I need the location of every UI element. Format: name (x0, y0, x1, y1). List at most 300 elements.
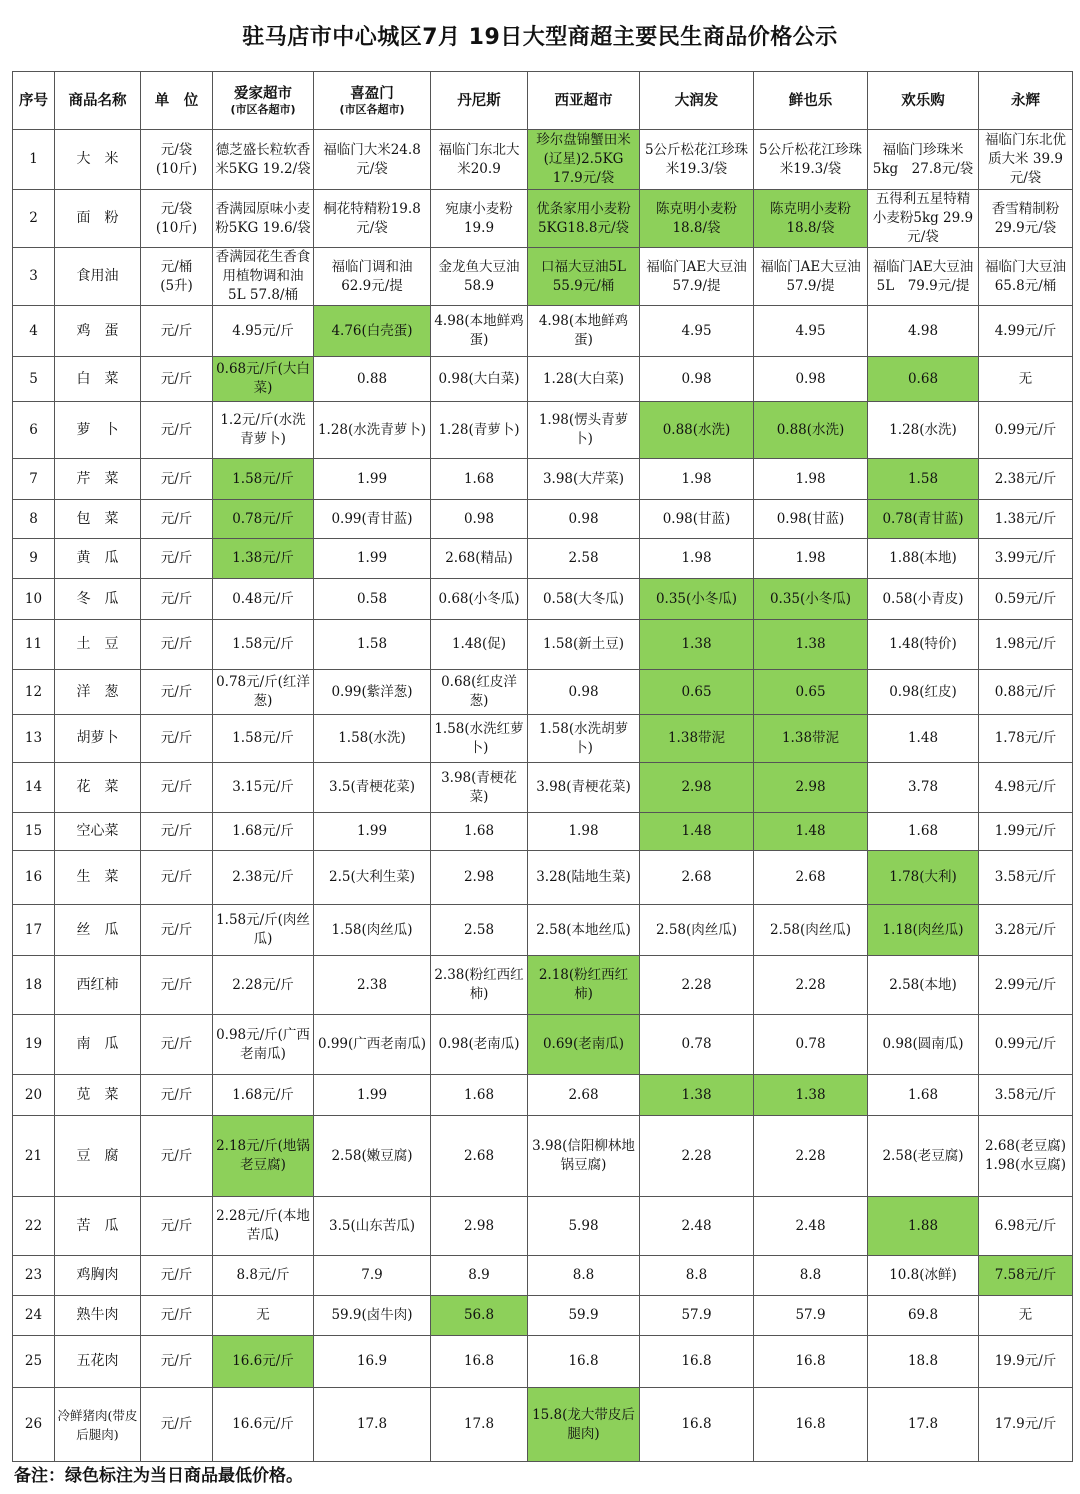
price-cell: 1.99 (314, 459, 431, 500)
unit-cell: 元/斤 (141, 813, 213, 851)
row-number: 7 (13, 459, 55, 500)
table-row (13, 715, 1073, 763)
price-cell: 4.98元/斤 (979, 763, 1073, 813)
price-cell: 5公斤松花江珍珠米19.3/袋 (754, 130, 868, 190)
price-cell: 4.98(本地鲜鸡蛋) (431, 306, 528, 357)
price-cell-lowest: 1.38元/斤 (213, 539, 314, 579)
column-header-label: 商品名称 (68, 92, 127, 109)
table-row (13, 1256, 1073, 1296)
unit-cell: 元/斤 (141, 1116, 213, 1197)
column-header-label: 喜盈门 (350, 86, 394, 102)
price-cell: 1.68元/斤 (213, 1075, 314, 1116)
price-cell: 1.68 (431, 1075, 528, 1116)
price-cell: 0.98元/斤(广西老南瓜) (213, 1015, 314, 1075)
price-cell: 18.8 (868, 1336, 979, 1388)
row-number: 4 (13, 306, 55, 357)
price-cell-lowest: 2.98 (640, 763, 754, 813)
table-row (13, 763, 1073, 813)
price-cell: 1.58(水洗) (314, 715, 431, 763)
price-cell: 1.99 (314, 813, 431, 851)
price-cell: 4.95元/斤 (213, 306, 314, 357)
unit-cell: 元/斤 (141, 905, 213, 956)
price-cell: 8.8 (754, 1256, 868, 1296)
product-name: 花 菜 (55, 763, 141, 813)
price-cell: 2.28 (640, 956, 754, 1015)
column-header-sublabel: (市区各超市) (230, 103, 296, 116)
column-header (55, 72, 141, 130)
price-cell: 1.48(促) (431, 620, 528, 670)
unit-cell: 元/斤 (141, 500, 213, 539)
product-name: 面 粉 (55, 190, 141, 248)
price-cell: 1.2元/斤(水洗青萝卜) (213, 402, 314, 459)
price-cell: 17.8 (314, 1388, 431, 1462)
unit-cell: 元/斤 (141, 1015, 213, 1075)
price-cell: 0.98 (754, 357, 868, 402)
row-number: 8 (13, 500, 55, 539)
row-number: 13 (13, 715, 55, 763)
price-cell: 1.28(青萝卜) (431, 402, 528, 459)
price-cell: 17.8 (868, 1388, 979, 1462)
column-header-label: 欢乐购 (901, 92, 945, 109)
price-cell-lowest: 0.88(水洗) (754, 402, 868, 459)
price-cell: 0.48元/斤 (213, 579, 314, 620)
table-row (13, 1015, 1073, 1075)
unit-cell: 元/斤 (141, 1388, 213, 1462)
price-cell: 1.68 (431, 813, 528, 851)
price-cell: 8.8 (640, 1256, 754, 1296)
price-cell: 1.48(特价) (868, 620, 979, 670)
price-cell-lowest: 1.38 (640, 620, 754, 670)
price-cell: 8.8元/斤 (213, 1256, 314, 1296)
price-cell: 3.28元/斤 (979, 905, 1073, 956)
price-cell-lowest: 0.69(老南瓜) (528, 1015, 640, 1075)
price-cell-lowest: 1.38 (640, 1075, 754, 1116)
table-row (13, 248, 1073, 306)
table-row (13, 1116, 1073, 1197)
price-cell-lowest: 陈克明小麦粉 18.8/袋 (640, 190, 754, 248)
price-cell: 1.58元/斤(肉丝瓜) (213, 905, 314, 956)
price-cell: 0.99(紫洋葱) (314, 670, 431, 715)
price-cell: 16.8 (640, 1336, 754, 1388)
row-number: 2 (13, 190, 55, 248)
price-cell: 1.98 (754, 539, 868, 579)
table-row (13, 1336, 1073, 1388)
price-cell: 1.58(水洗胡萝卜) (528, 715, 640, 763)
price-cell: 2.68(老豆腐) 1.98(水豆腐) (979, 1116, 1073, 1197)
price-cell: 1.98 (640, 459, 754, 500)
product-name: 冬 瓜 (55, 579, 141, 620)
price-cell-lowest: 0.78元/斤 (213, 500, 314, 539)
price-cell: 17.9元/斤 (979, 1388, 1073, 1462)
price-cell: 无 (979, 1296, 1073, 1336)
column-header-label: 单 位 (154, 92, 199, 109)
price-cell: 3.78 (868, 763, 979, 813)
price-cell: 0.58(小青皮) (868, 579, 979, 620)
price-cell-lowest: 2.18元/斤(地锅老豆腐) (213, 1116, 314, 1197)
price-cell: 0.59元/斤 (979, 579, 1073, 620)
price-cell: 3.99元/斤 (979, 539, 1073, 579)
unit-cell: 元/斤 (141, 459, 213, 500)
unit-cell: 元/斤 (141, 851, 213, 905)
column-header-label: 序号 (19, 92, 48, 109)
price-cell: 2.48 (640, 1197, 754, 1256)
price-cell: 3.98(大芹菜) (528, 459, 640, 500)
price-cell: 4.95 (640, 306, 754, 357)
price-table (12, 71, 1073, 1462)
price-cell: 2.38 (314, 956, 431, 1015)
price-cell: 香雪精制粉 29.9元/袋 (979, 190, 1073, 248)
row-number: 16 (13, 851, 55, 905)
price-cell: 1.98 (754, 459, 868, 500)
unit-cell: 元/斤 (141, 620, 213, 670)
product-name: 白 菜 (55, 357, 141, 402)
price-cell: 2.28 (754, 1116, 868, 1197)
price-cell: 0.88元/斤 (979, 670, 1073, 715)
price-cell: 4.98 (868, 306, 979, 357)
price-cell: 8.8 (528, 1256, 640, 1296)
price-cell: 10.8(冰鲜) (868, 1256, 979, 1296)
price-cell: 2.58(肉丝瓜) (640, 905, 754, 956)
price-cell-lowest: 1.38带泥 (754, 715, 868, 763)
price-cell: 0.98(甘蓝) (640, 500, 754, 539)
column-header (979, 72, 1073, 130)
price-cell-lowest: 1.48 (754, 813, 868, 851)
row-number: 21 (13, 1116, 55, 1197)
table-row (13, 1197, 1073, 1256)
price-cell: 1.68元/斤 (213, 813, 314, 851)
price-cell-lowest: 0.35(小冬瓜) (640, 579, 754, 620)
product-name: 胡萝卜 (55, 715, 141, 763)
column-header (141, 72, 213, 130)
price-cell: 0.78元/斤(红洋葱) (213, 670, 314, 715)
table-row (13, 670, 1073, 715)
price-cell: 2.98 (431, 1197, 528, 1256)
price-cell-lowest: 4.76(白壳蛋) (314, 306, 431, 357)
unit-cell: 元/斤 (141, 579, 213, 620)
table-row (13, 905, 1073, 956)
row-number: 10 (13, 579, 55, 620)
price-cell: 0.98(红皮) (868, 670, 979, 715)
price-cell: 香满园原味小麦粉5KG 19.6/袋 (213, 190, 314, 248)
price-cell: 59.9 (528, 1296, 640, 1336)
price-cell: 16.8 (640, 1388, 754, 1462)
table-row (13, 1075, 1073, 1116)
price-cell: 2.58(本地) (868, 956, 979, 1015)
price-cell-lowest: 1.58元/斤 (213, 459, 314, 500)
product-name: 西红柿 (55, 956, 141, 1015)
price-cell: 0.98(老南瓜) (431, 1015, 528, 1075)
table-row (13, 956, 1073, 1015)
price-cell: 0.78 (754, 1015, 868, 1075)
price-cell: 2.58(肉丝瓜) (754, 905, 868, 956)
price-cell: 4.95 (754, 306, 868, 357)
price-cell: 2.38元/斤 (979, 459, 1073, 500)
product-name: 空心菜 (55, 813, 141, 851)
price-cell: 1.99元/斤 (979, 813, 1073, 851)
price-cell: 4.99元/斤 (979, 306, 1073, 357)
unit-cell: 元/袋 (10斤) (141, 130, 213, 190)
price-cell: 0.58 (314, 579, 431, 620)
table-row (13, 500, 1073, 539)
table-row (13, 620, 1073, 670)
price-cell: 2.5(大利生菜) (314, 851, 431, 905)
price-cell: 16.8 (528, 1336, 640, 1388)
price-cell: 1.88(本地) (868, 539, 979, 579)
price-cell: 1.58 (314, 620, 431, 670)
row-number: 3 (13, 248, 55, 306)
price-cell: 2.68 (640, 851, 754, 905)
row-number: 9 (13, 539, 55, 579)
column-header (528, 72, 640, 130)
price-cell: 5公斤松花江珍珠米19.3/袋 (640, 130, 754, 190)
product-name: 黄 瓜 (55, 539, 141, 579)
price-cell: 16.8 (754, 1388, 868, 1462)
price-cell: 0.99元/斤 (979, 402, 1073, 459)
price-cell: 五得利五星特精小麦粉5kg 29.9元/袋 (868, 190, 979, 248)
table-row (13, 306, 1073, 357)
price-cell: 2.99元/斤 (979, 956, 1073, 1015)
table-row (13, 357, 1073, 402)
price-cell: 17.8 (431, 1388, 528, 1462)
product-name: 鸡胸肉 (55, 1256, 141, 1296)
table-row (13, 1296, 1073, 1336)
price-cell-lowest: 1.88 (868, 1197, 979, 1256)
product-name: 苦 瓜 (55, 1197, 141, 1256)
price-cell: 2.68(精品) (431, 539, 528, 579)
price-cell: 0.78 (640, 1015, 754, 1075)
column-header-label: 爱家超市 (234, 86, 292, 102)
row-number: 20 (13, 1075, 55, 1116)
price-cell: 2.68 (754, 851, 868, 905)
price-cell: 1.68 (868, 1075, 979, 1116)
price-cell: 2.58 (431, 905, 528, 956)
price-cell: 0.98 (640, 357, 754, 402)
price-cell-lowest: 珍尔盘锦蟹田米(辽星)2.5KG 17.9元/袋 (528, 130, 640, 190)
column-header-label: 大润发 (674, 92, 719, 109)
column-header (868, 72, 979, 130)
row-number: 6 (13, 402, 55, 459)
price-cell: 0.98(大白菜) (431, 357, 528, 402)
price-cell: 桐花特精粉19.8元/袋 (314, 190, 431, 248)
price-cell: 0.98 (528, 500, 640, 539)
price-cell: 2.38元/斤 (213, 851, 314, 905)
product-name: 五花肉 (55, 1336, 141, 1388)
page-title: 驻马店市中心城区7月 19日大型商超主要民生商品价格公示 (242, 24, 838, 50)
price-cell: 57.9 (754, 1296, 868, 1336)
price-cell: 2.68 (528, 1075, 640, 1116)
price-cell: 57.9 (640, 1296, 754, 1336)
product-name: 苋 菜 (55, 1075, 141, 1116)
row-number: 18 (13, 956, 55, 1015)
price-cell: 香满园花生香食用植物调和油5L 57.8/桶 (213, 248, 314, 306)
price-cell: 0.98 (528, 670, 640, 715)
price-cell-lowest: 56.8 (431, 1296, 528, 1336)
price-cell: 0.68(小冬瓜) (431, 579, 528, 620)
table-row (13, 130, 1073, 190)
product-name: 洋 葱 (55, 670, 141, 715)
price-cell: 0.98(圆南瓜) (868, 1015, 979, 1075)
price-cell-lowest: 1.38 (754, 1075, 868, 1116)
unit-cell: 元/袋 (10斤) (141, 190, 213, 248)
price-cell-lowest: 0.65 (640, 670, 754, 715)
unit-cell: 元/斤 (141, 1296, 213, 1336)
product-name: 生 菜 (55, 851, 141, 905)
price-cell: 1.38元/斤 (979, 500, 1073, 539)
price-cell: 16.8 (431, 1336, 528, 1388)
price-cell: 1.58(新土豆) (528, 620, 640, 670)
row-number: 17 (13, 905, 55, 956)
price-cell: 6.98元/斤 (979, 1197, 1073, 1256)
price-cell: 1.98(愣头青萝卜) (528, 402, 640, 459)
price-cell: 0.99(青甘蓝) (314, 500, 431, 539)
product-name: 鸡 蛋 (55, 306, 141, 357)
unit-cell: 元/斤 (141, 306, 213, 357)
price-cell: 宛康小麦粉 19.9 (431, 190, 528, 248)
price-cell: 福临门大米24.8元/袋 (314, 130, 431, 190)
price-cell-lowest: 15.8(龙大带皮后腿肉) (528, 1388, 640, 1462)
price-cell: 5.98 (528, 1197, 640, 1256)
product-name: 食用油 (55, 248, 141, 306)
table-row (13, 579, 1073, 620)
column-header (213, 72, 314, 130)
table-row (13, 459, 1073, 500)
price-cell-lowest: 1.38带泥 (640, 715, 754, 763)
product-name: 丝 瓜 (55, 905, 141, 956)
price-cell: 福临门AE大豆油57.9/提 (754, 248, 868, 306)
price-cell-lowest: 0.88(水洗) (640, 402, 754, 459)
price-cell: 1.68 (868, 813, 979, 851)
price-cell-lowest: 1.18(肉丝瓜) (868, 905, 979, 956)
row-number: 1 (13, 130, 55, 190)
column-header (13, 72, 55, 130)
price-cell: 1.78元/斤 (979, 715, 1073, 763)
unit-cell: 元/桶 (5升) (141, 248, 213, 306)
price-cell-lowest: 0.68元/斤(大白菜) (213, 357, 314, 402)
price-cell: 无 (213, 1296, 314, 1336)
price-cell: 3.58元/斤 (979, 851, 1073, 905)
column-header (431, 72, 528, 130)
table-row (13, 190, 1073, 248)
price-cell: 2.58(老豆腐) (868, 1116, 979, 1197)
row-number: 15 (13, 813, 55, 851)
price-cell-lowest: 1.38 (754, 620, 868, 670)
column-header-sublabel: (市区各超市) (339, 103, 405, 116)
unit-cell: 元/斤 (141, 763, 213, 813)
unit-cell: 元/斤 (141, 357, 213, 402)
price-cell: 1.99 (314, 1075, 431, 1116)
product-name: 冷鲜猪肉(带皮后腿肉) (55, 1388, 141, 1462)
column-header (754, 72, 868, 130)
price-cell-lowest: 2.98 (754, 763, 868, 813)
price-cell-lowest: 0.65 (754, 670, 868, 715)
price-cell: 2.28元/斤(本地苦瓜) (213, 1197, 314, 1256)
price-cell: 7.9 (314, 1256, 431, 1296)
price-cell: 3.5(山东苦瓜) (314, 1197, 431, 1256)
unit-cell: 元/斤 (141, 670, 213, 715)
row-number: 24 (13, 1296, 55, 1336)
price-cell: 1.48 (868, 715, 979, 763)
price-cell: 福临门东北优质大米 39.9元/袋 (979, 130, 1073, 190)
price-cell: 4.98(本地鲜鸡蛋) (528, 306, 640, 357)
column-header-label: 鲜也乐 (788, 92, 833, 109)
unit-cell: 元/斤 (141, 1336, 213, 1388)
table-row (13, 402, 1073, 459)
unit-cell: 元/斤 (141, 715, 213, 763)
price-cell: 3.58元/斤 (979, 1075, 1073, 1116)
price-cell: 2.48 (754, 1197, 868, 1256)
product-name: 豆 腐 (55, 1116, 141, 1197)
price-cell: 2.58 (528, 539, 640, 579)
price-cell-lowest: 0.78(青甘蓝) (868, 500, 979, 539)
price-cell: 3.28(陆地生菜) (528, 851, 640, 905)
price-cell: 福临门东北大米20.9 (431, 130, 528, 190)
row-number: 14 (13, 763, 55, 813)
footnote: 备注：绿色标注为当日商品最低价格。 (14, 1465, 303, 1486)
price-cell: 金龙鱼大豆油58.9 (431, 248, 528, 306)
column-header (314, 72, 431, 130)
unit-cell: 元/斤 (141, 539, 213, 579)
price-cell: 0.98(甘蓝) (754, 500, 868, 539)
price-cell-lowest: 1.48 (640, 813, 754, 851)
price-cell: 1.68 (431, 459, 528, 500)
price-cell-lowest: 16.6元/斤 (213, 1336, 314, 1388)
price-cell: 1.58元/斤 (213, 715, 314, 763)
price-cell: 无 (979, 357, 1073, 402)
product-name: 熟牛肉 (55, 1296, 141, 1336)
price-cell: 2.38(粉红西红柿) (431, 956, 528, 1015)
column-header-label: 永辉 (1011, 92, 1040, 109)
row-number: 25 (13, 1336, 55, 1388)
price-cell-lowest: 优条家用小麦粉5KG18.8元/袋 (528, 190, 640, 248)
table-row (13, 539, 1073, 579)
price-cell: 1.28(水洗青萝卜) (314, 402, 431, 459)
price-cell: 0.88 (314, 357, 431, 402)
price-cell-lowest: 0.68 (868, 357, 979, 402)
column-header (640, 72, 754, 130)
price-cell: 8.9 (431, 1256, 528, 1296)
product-name: 包 菜 (55, 500, 141, 539)
row-number: 11 (13, 620, 55, 670)
price-cell: 2.28元/斤 (213, 956, 314, 1015)
price-cell: 19.9元/斤 (979, 1336, 1073, 1388)
price-cell: 3.98(信阳柳林地锅豆腐) (528, 1116, 640, 1197)
unit-cell: 元/斤 (141, 956, 213, 1015)
price-cell: 2.98 (431, 851, 528, 905)
price-cell: 0.68(红皮洋葱) (431, 670, 528, 715)
product-name: 萝 卜 (55, 402, 141, 459)
table-body (13, 130, 1073, 1462)
price-cell: 福临门AE大豆油 57.9/提 (640, 248, 754, 306)
price-cell: 1.28(水洗) (868, 402, 979, 459)
product-name: 土 豆 (55, 620, 141, 670)
product-name: 南 瓜 (55, 1015, 141, 1075)
price-cell: 福临门大豆油65.8元/桶 (979, 248, 1073, 306)
row-number: 12 (13, 670, 55, 715)
row-number: 26 (13, 1388, 55, 1462)
product-name: 芹 菜 (55, 459, 141, 500)
price-cell: 2.28 (640, 1116, 754, 1197)
price-cell: 2.58(本地丝瓜) (528, 905, 640, 956)
price-cell: 0.99(广西老南瓜) (314, 1015, 431, 1075)
price-cell: 59.9(卤牛肉) (314, 1296, 431, 1336)
price-cell: 2.68 (431, 1116, 528, 1197)
price-cell-lowest: 0.35(小冬瓜) (754, 579, 868, 620)
price-cell-lowest: 1.58 (868, 459, 979, 500)
table-row (13, 1388, 1073, 1462)
table-row (13, 813, 1073, 851)
price-cell: 2.28 (754, 956, 868, 1015)
price-cell: 1.58(肉丝瓜) (314, 905, 431, 956)
